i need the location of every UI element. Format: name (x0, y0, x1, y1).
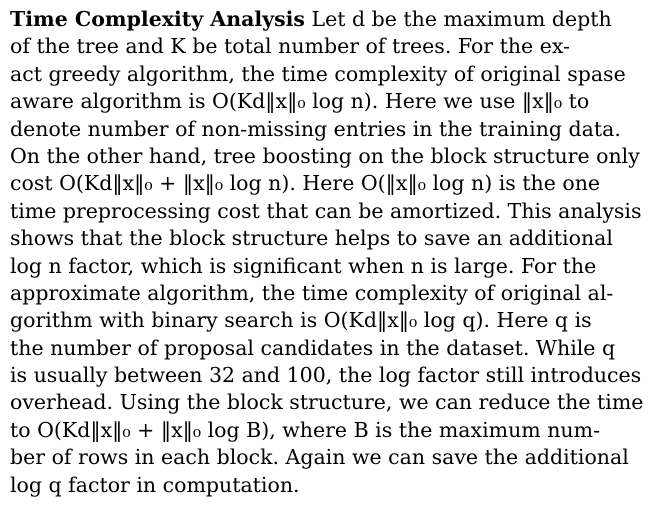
paragraph-line: On the other hand, tree boosting on the block structure only (10, 143, 640, 168)
paragraph-line: is usually between 32 and 100, the log factor still introduces (10, 363, 642, 388)
paragraph-line: aware algorithm is O(Kd‖x‖₀ log n). Here we use ‖x‖₀ to (10, 89, 590, 114)
paragraph-line: cost O(Kd‖x‖₀ + ‖x‖₀ log n). Here O(‖x‖₀ log n) is the one (10, 171, 601, 196)
line-text: Let d be the maximum depth (311, 7, 612, 31)
paragraph-line: log q factor in computation. (10, 472, 300, 497)
section-heading: Time Complexity Analysis (10, 7, 305, 31)
paragraph-line: act greedy algorithm, the time complexity of original spase (10, 61, 626, 86)
paragraph-line: overhead. Using the block structure, we can reduce the time (10, 390, 644, 415)
paragraph-line: to O(Kd‖x‖₀ + ‖x‖₀ log B), where B is the maximum num- (10, 417, 600, 442)
paragraph-line: the number of proposal candidates in the dataset. While q (10, 335, 616, 360)
paragraph-line: ber of rows in each block. Again we can save the additional (10, 445, 629, 470)
paragraph-line: shows that the block structure helps to save an additional (10, 226, 613, 251)
paragraph-line-1 (10, 6, 647, 33)
paragraph-line: log n factor, which is significant when n is large. For the (10, 253, 597, 278)
paragraph-line: time preprocessing cost that can be amortized. This analysis (10, 198, 642, 223)
paragraph-line: gorithm with binary search is O(Kd‖x‖₀ log q). Here q is (10, 308, 592, 333)
paragraph-line: denote number of non-missing entries in the training data. (10, 116, 621, 141)
paragraph-line: approximate algorithm, the time complexity of original al- (10, 280, 614, 305)
paragraph-line: of the tree and K be total number of trees. For the ex- (10, 34, 570, 59)
